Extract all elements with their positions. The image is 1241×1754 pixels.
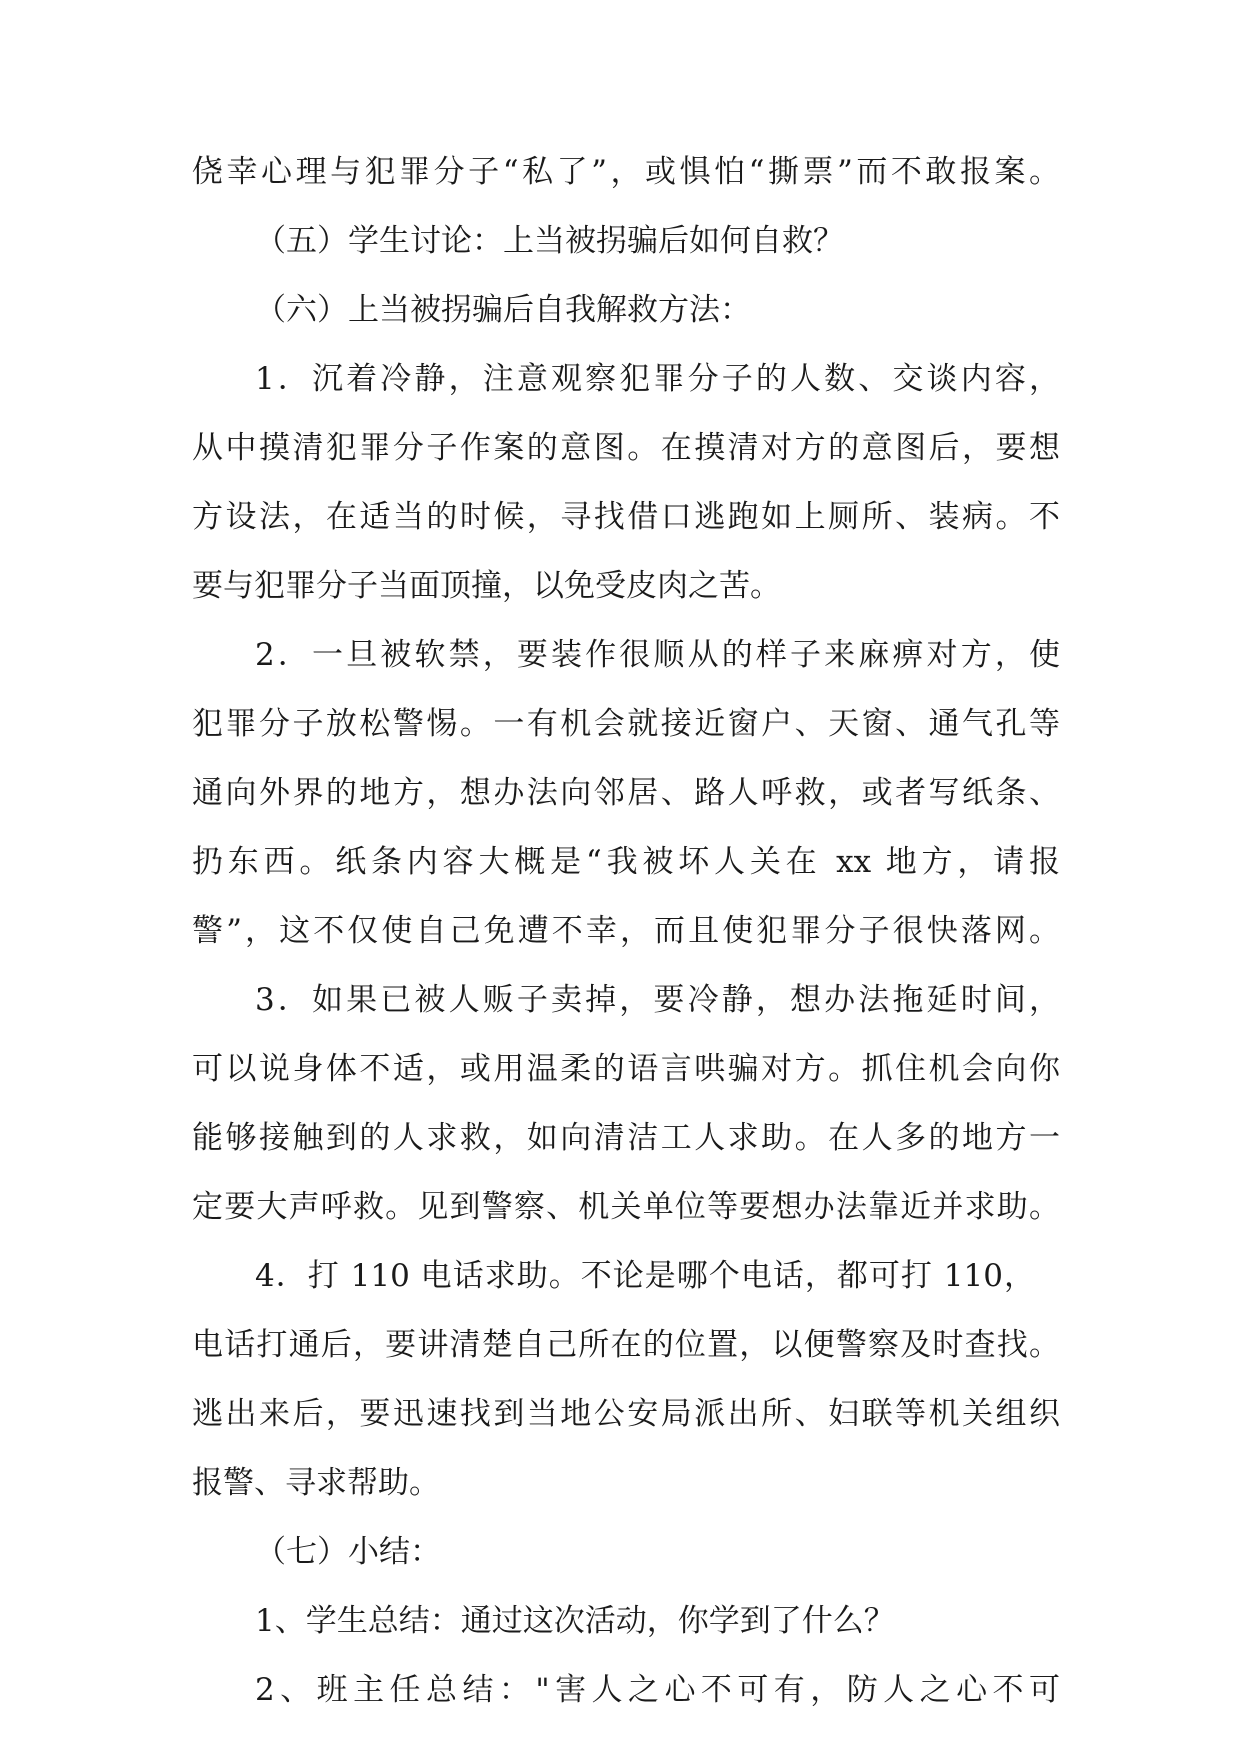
paragraph-line: 2．一旦被软禁，要装作很顺从的样子来麻痹对方，使 [255, 637, 1060, 673]
paragraph-line: 2、班主任总结："害人之心不可有，防人之心不可 [255, 1672, 1060, 1708]
section-heading: （七）小结： [255, 1534, 441, 1570]
paragraph-line: 报警、寻求帮助。 [192, 1465, 440, 1501]
paragraph-line: 通向外界的地方，想办法向邻居、路人呼救，或者写纸条、 [192, 775, 1060, 811]
paragraph-line: 要与犯罪分子当面顶撞，以免受皮肉之苦。 [192, 568, 781, 604]
paragraph-line: 逃出来后，要迅速找到当地公安局派出所、妇联等机关组织 [192, 1396, 1060, 1432]
paragraph-line: 3．如果已被人贩子卖掉，要冷静，想办法拖延时间， [255, 982, 1060, 1018]
paragraph-line: 1、学生总结：通过这次活动，你学到了什么？ [255, 1603, 895, 1639]
paragraph-line: 方设法，在适当的时候，寻找借口逃跑如上厕所、装病。不 [192, 499, 1060, 535]
paragraph-line: 定要大声呼救。见到警察、机关单位等要想办法靠近并求助。 [192, 1189, 1060, 1225]
paragraph-line: 警”，这不仅使自己免遭不幸，而且使犯罪分子很快落网。 [192, 913, 1060, 949]
paragraph-line: 扔东西。纸条内容大概是“我被坏人关在 xx 地方，请报 [192, 844, 1060, 880]
paragraph-line: 从中摸清犯罪分子作案的意图。在摸清对方的意图后，要想 [192, 430, 1060, 466]
paragraph-line: 1．沉着冷静，注意观察犯罪分子的人数、交谈内容， [255, 361, 1060, 397]
paragraph-line: 能够接触到的人求救，如向清洁工人求助。在人多的地方一 [192, 1120, 1060, 1156]
paragraph-line: 犯罪分子放松警惕。一有机会就接近窗户、天窗、通气孔等 [192, 706, 1060, 742]
paragraph-line: 电话打通后，要讲清楚自己所在的位置，以便警察及时查找。 [192, 1327, 1060, 1363]
section-heading: （五）学生讨论：上当被拐骗后如何自救？ [255, 223, 844, 259]
paragraph-line: 4．打 110 电话求助。不论是哪个电话，都可打 110， [255, 1258, 1035, 1294]
paragraph-line: 可以说身体不适，或用温柔的语言哄骗对方。抓住机会向你 [192, 1051, 1060, 1087]
paragraph-line: 侥幸心理与犯罪分子“私了”，或惧怕“撕票”而不敢报案。 [192, 154, 1060, 190]
section-heading: （六）上当被拐骗后自我解救方法： [255, 292, 751, 328]
